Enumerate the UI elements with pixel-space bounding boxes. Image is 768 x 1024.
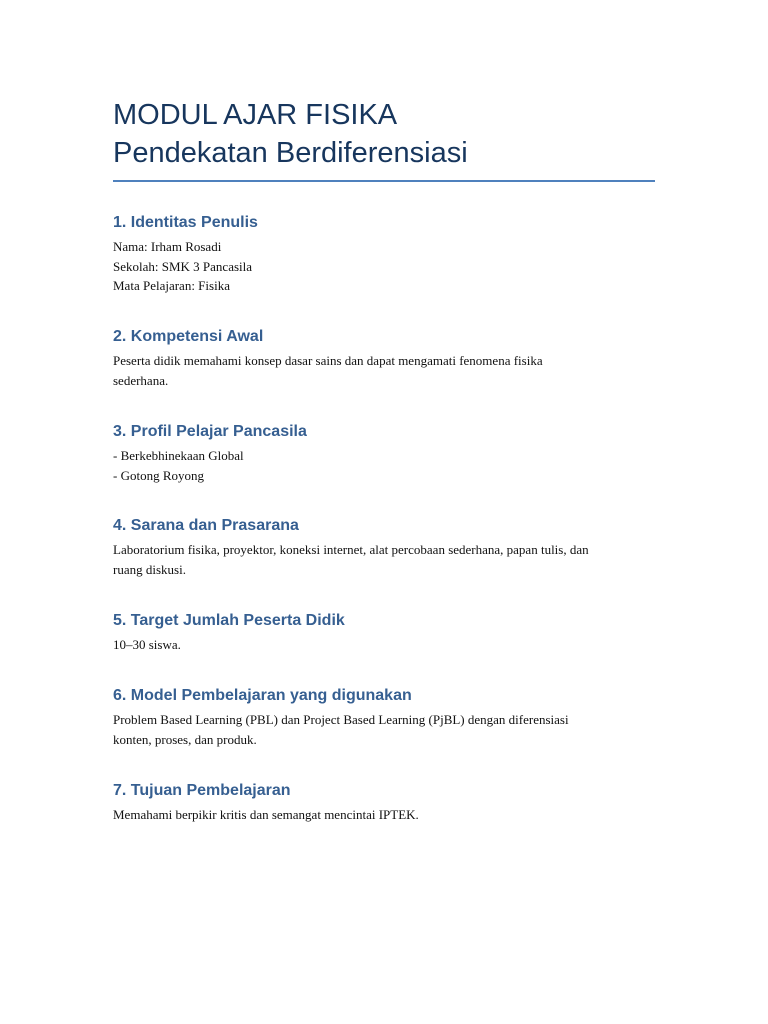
body-line: Peserta didik memahami konsep dasar sains dan dapat mengamati fenomena fisika — [113, 353, 543, 368]
section-heading: 3. Profil Pelajar Pancasila — [113, 423, 307, 440]
body-line: ruang diskusi. — [113, 561, 186, 577]
body-line: Sekolah: SMK 3 Pancasila — [113, 258, 253, 274]
section-heading: 2. Kompetensi Awal — [113, 328, 264, 345]
section-body — [113, 237, 673, 296]
body-line: Memahami berpikir kritis dan semangat mencintai IPTEK. — [113, 807, 419, 822]
section-identitas-penulis — [113, 213, 673, 296]
body-line: Mata Pelajaran: Fisika — [113, 278, 230, 293]
title-line-main: MODUL AJAR FISIKA — [113, 99, 398, 131]
section-heading: 4. Sarana dan Prasarana — [113, 517, 299, 534]
body-line: - Berkebhinekaan Global — [113, 448, 244, 463]
section-body — [113, 805, 673, 825]
body-line: Nama: Irham Rosadi — [113, 239, 222, 254]
section-body — [113, 446, 673, 485]
body-line: sederhana. — [113, 372, 169, 388]
section-tujuan-pembelajaran — [113, 781, 673, 825]
body-line: - Gotong Royong — [113, 467, 204, 483]
section-heading: 6. Model Pembelajaran yang digunakan — [113, 687, 412, 704]
section-heading: 7. Tujuan Pembelajaran — [113, 782, 291, 799]
body-line: konten, proses, dan produk. — [113, 731, 257, 747]
section-sarana-prasarana — [113, 516, 673, 579]
section-target-jumlah-peserta — [113, 611, 673, 655]
body-line: Problem Based Learning (PBL) dan Project Based Learning (PjBL) dengan diferensiasi — [113, 712, 569, 727]
section-model-pembelajaran — [113, 686, 673, 749]
section-profil-pelajar-pancasila — [113, 422, 673, 485]
section-body — [113, 351, 673, 390]
section-body — [113, 540, 673, 579]
body-line: 10–30 siswa. — [113, 637, 181, 652]
section-kompetensi-awal — [113, 327, 673, 390]
section-heading: 1. Identitas Penulis — [113, 214, 258, 231]
body-line: Laboratorium fisika, proyektor, koneksi internet, alat percobaan sederhana, papan tulis, dan — [113, 542, 589, 557]
title-divider — [113, 180, 655, 182]
section-heading: 5. Target Jumlah Peserta Didik — [113, 612, 345, 629]
title-line-subtitle: Pendekatan Berdiferensiasi — [113, 137, 468, 169]
section-body — [113, 710, 673, 749]
document-title — [113, 96, 655, 172]
section-body — [113, 635, 673, 655]
